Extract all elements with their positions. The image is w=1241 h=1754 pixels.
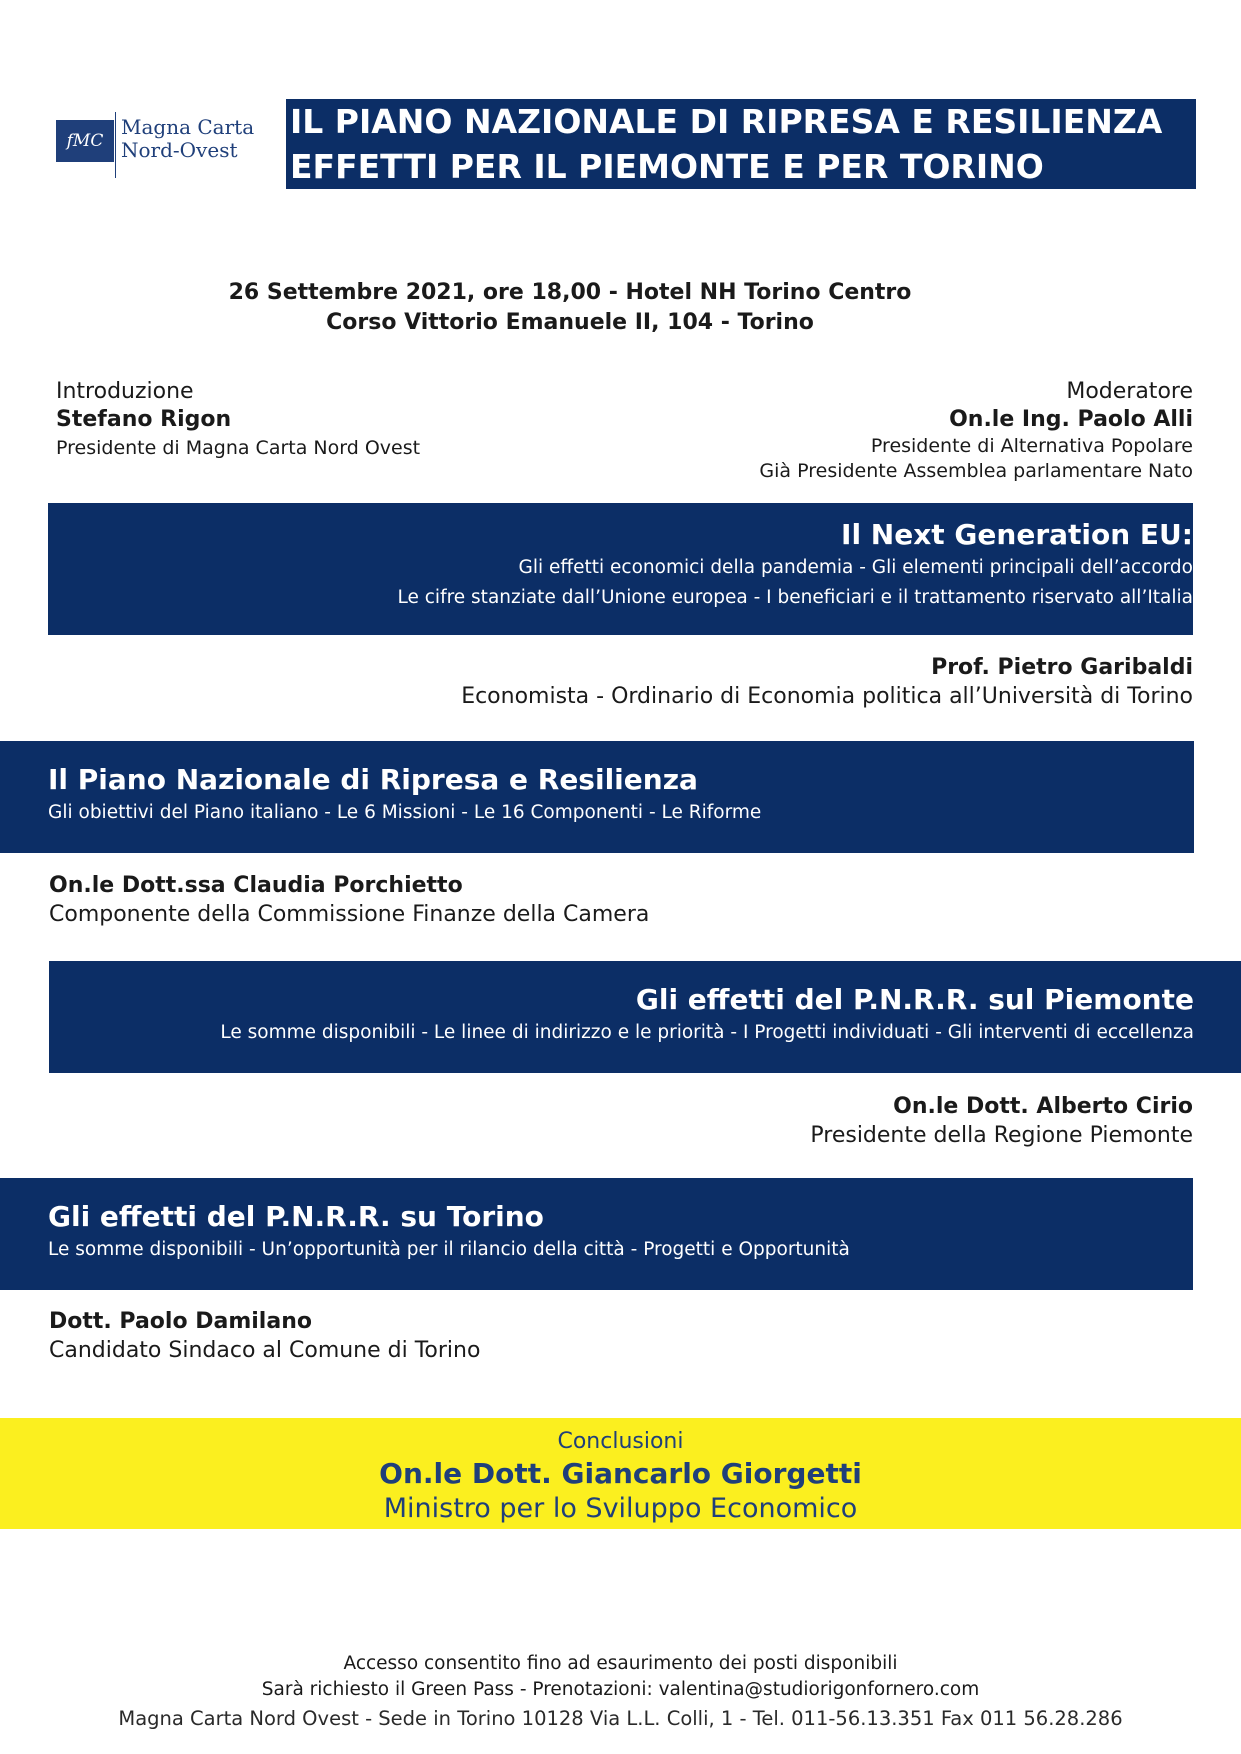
conclusions-band	[0, 1418, 1241, 1529]
logo-mark: fMC	[56, 120, 114, 162]
speaker-block	[49, 872, 649, 930]
footer-booking: Sarà richiesto il Green Pass - Prenotazioni: valentina@studiorigonfornero.com	[261, 1679, 980, 1700]
section-title: Gli effetti del P.N.R.R. su Torino	[48, 1200, 544, 1233]
section-title: Il Piano Nazionale di Ripresa e Resilienza	[48, 763, 698, 796]
speaker-name: Dott. Paolo Damilano	[49, 1309, 312, 1334]
section-pnrr	[0, 741, 1194, 853]
section-subtitle: Le somme disponibili - Le linee di indirizzo e le priorità - I Progetti individuati - Gli interventi di eccellenza	[220, 1022, 1194, 1043]
speaker-role: Componente della Commissione Finanze della Camera	[49, 902, 650, 927]
section-torino	[0, 1178, 1193, 1290]
event-info	[0, 278, 1140, 338]
speaker-role: Economista - Ordinario di Economia politica all’Università di Torino	[461, 684, 1193, 709]
speaker-block	[193, 654, 1193, 712]
section-piemonte	[49, 961, 1241, 1073]
intro-label: Introduzione	[56, 379, 194, 404]
intro-block	[56, 378, 420, 461]
moderator-block	[593, 378, 1193, 484]
moderator-name: On.le Ing. Paolo Alli	[949, 407, 1193, 432]
footer-access: Accesso consentito fino ad esaurimento dei posti disponibili	[343, 1653, 898, 1674]
speaker-role: Presidente della Regione Piemonte	[810, 1123, 1193, 1148]
logo-line1: Magna Carta	[121, 115, 255, 139]
conclusions-label: Conclusioni	[557, 1429, 684, 1454]
section-subtitle: Gli obiettivi del Piano italiano - Le 6 Missioni - Le 16 Componenti - Le Riforme	[48, 802, 762, 823]
intro-role: Presidente di Magna Carta Nord Ovest	[56, 437, 421, 459]
speaker-role: Candidato Sindaco al Comune di Torino	[49, 1338, 481, 1363]
footer-address: Magna Carta Nord Ovest - Sede in Torino 10128 Via L.L. Colli, 1 - Tel. 011-56.13.351 Fax 011 56.28.286	[118, 1707, 1123, 1730]
title-line1: IL PIANO NAZIONALE DI RIPRESA E RESILIENZA	[286, 99, 1196, 144]
moderator-role1: Presidente di Alternativa Popolare	[870, 435, 1193, 457]
speaker-block	[49, 1308, 480, 1366]
section-subtitle: Le somme disponibili - Un’opportunità per il rilancio della città - Progetti e Opportunità	[48, 1239, 850, 1260]
conclusions-name: On.le Dott. Giancarlo Giorgetti	[379, 1457, 862, 1490]
moderator-label: Moderatore	[1066, 379, 1193, 404]
section-title: Il Next Generation EU:	[841, 518, 1193, 551]
conclusions-role: Ministro per lo Sviluppo Economico	[383, 1493, 858, 1524]
section-subtitle: Gli effetti economici della pandemia - Gli elementi principali dell’accordo	[518, 557, 1193, 578]
logo-text	[121, 116, 254, 162]
speaker-name: On.le Dott. Alberto Cirio	[893, 1094, 1193, 1119]
section-subtitle: Le cifre stanziate dall’Unione europea - I beneficiari e il trattamento riservato all’Italia	[397, 587, 1193, 608]
speaker-name: On.le Dott.ssa Claudia Porchietto	[49, 873, 463, 898]
logo-line2: Nord-Ovest	[121, 138, 238, 162]
title-line2: EFFETTI PER IL PIEMONTE E PER TORINO	[286, 144, 1196, 189]
logo-divider	[115, 112, 116, 178]
moderator-role2: Già Presidente Assemblea parlamentare Nato	[759, 460, 1193, 482]
event-date: 26 Settembre 2021, ore 18,00 - Hotel NH Torino Centro	[228, 280, 912, 305]
speaker-block	[393, 1093, 1193, 1151]
speaker-name: Prof. Pietro Garibaldi	[931, 655, 1193, 680]
event-venue: Corso Vittorio Emanuele II, 104 - Torino	[326, 310, 814, 335]
section-next-generation-eu	[48, 503, 1193, 635]
intro-name: Stefano Rigon	[56, 407, 232, 432]
section-title: Gli effetti del P.N.R.R. sul Piemonte	[635, 983, 1194, 1016]
